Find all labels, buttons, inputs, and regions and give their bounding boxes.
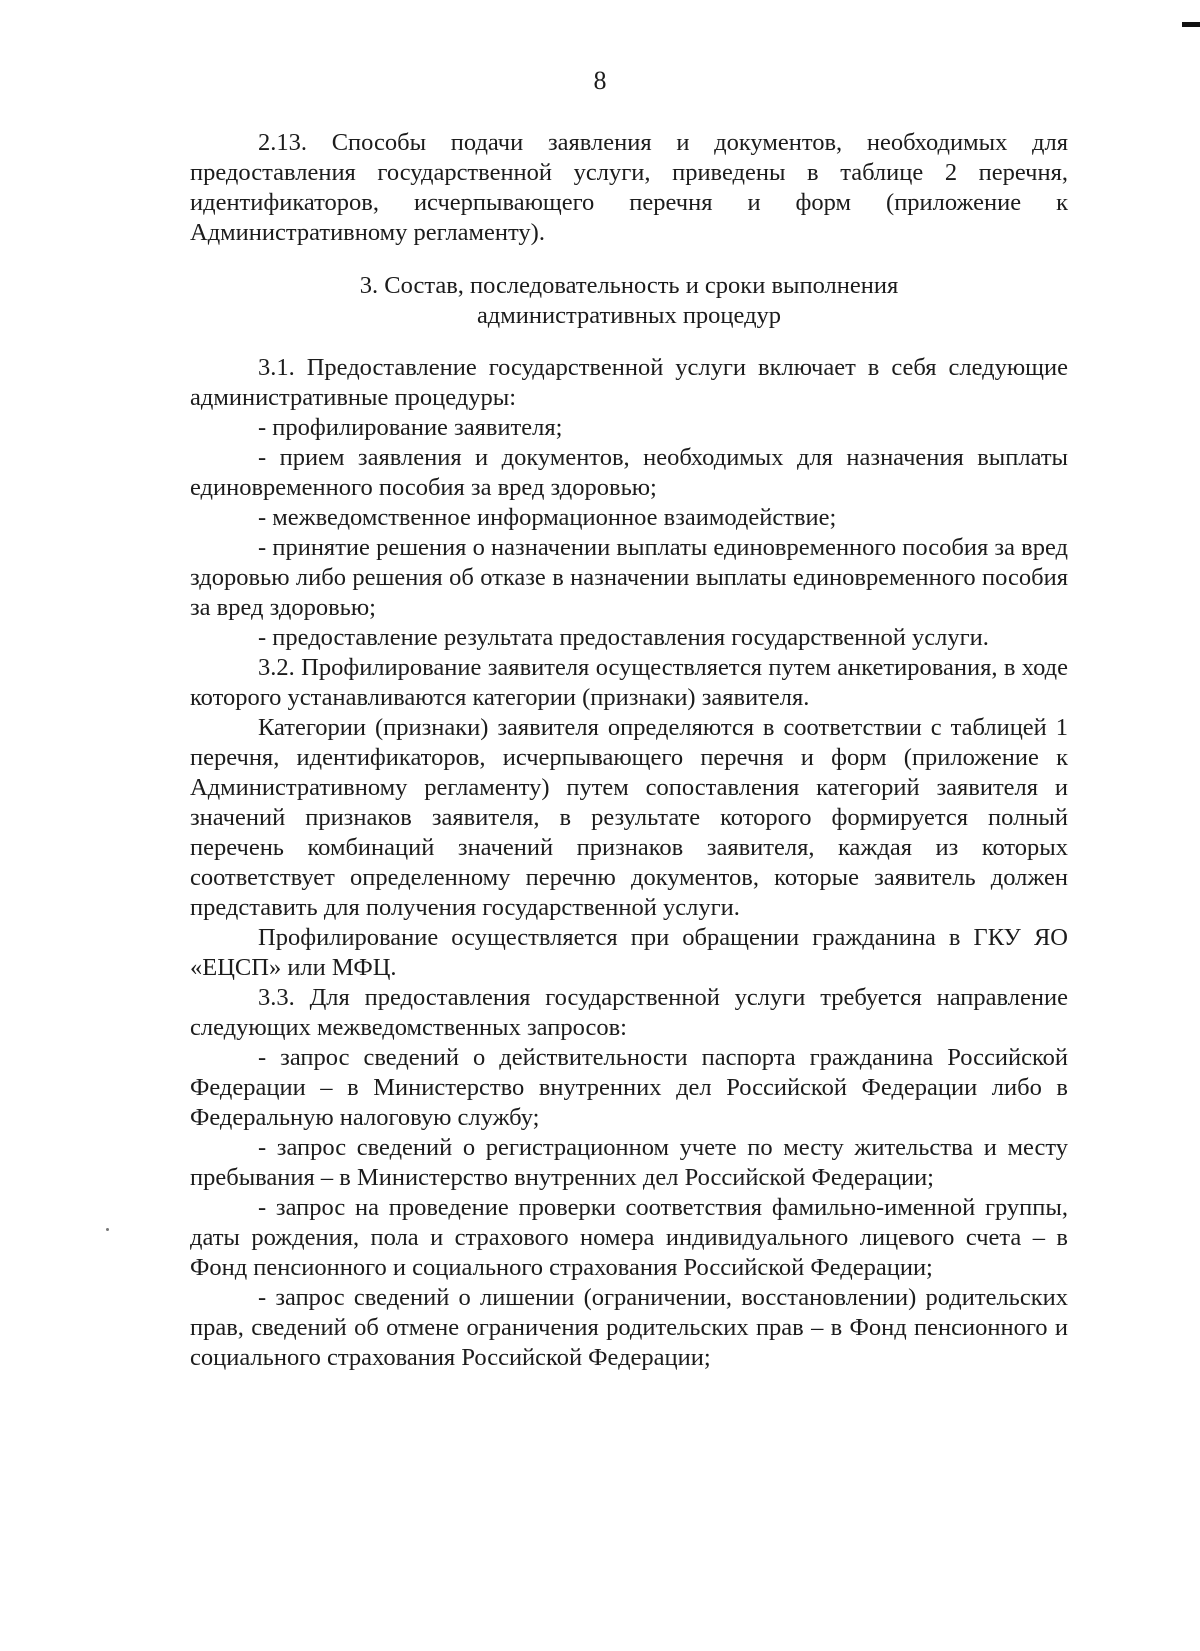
paragraph-3-2: 3.2. Профилирование заявителя осуществляется путем анкетирования, в ходе которого устанавливаются категории (признаки) заявителя. — [190, 654, 1068, 711]
scan-speck — [106, 1228, 109, 1231]
paragraph-3-3: 3.3. Для предоставления государственной услуги требуется направление следующих межведомственных запросов: — [190, 984, 1068, 1041]
paragraph-profiling-where: Профилирование осуществляется при обращении гражданина в ГКУ ЯО «ЕЦСП» или МФЦ. — [190, 924, 1068, 981]
section-heading-line-2: административных процедур — [476, 302, 782, 329]
list-item-interagency: - межведомственное информационное взаимодействие; — [258, 504, 837, 531]
section-heading — [190, 271, 1068, 331]
list-item-registration-request: - запрос сведений о регистрационном учете по месту жительства и месту пребывания – в Министерство внутренних дел Российской Федерации; — [190, 1134, 1068, 1191]
section-heading-line-1: 3. Состав, последовательность и сроки выполнения — [359, 272, 899, 299]
page-number: 8 — [593, 66, 607, 95]
paragraph-3-1: 3.1. Предоставление государственной услуги включает в себя следующие административные процедуры: — [190, 354, 1068, 411]
list-item-passport-request: - запрос сведений о действительности паспорта гражданина Российской Федерации – в Министерство внутренних дел Российской Федерации либо в Федеральную налоговую службу; — [190, 1044, 1068, 1131]
list-item-result: - предоставление результата предоставления государственной услуги. — [258, 624, 989, 651]
document-body — [190, 128, 1068, 1373]
list-item-decision: - принятие решения о назначении выплаты единовременного пособия за вред здоровью либо решения об отказе в назначении выплаты единовременного пособия за вред здоровью; — [190, 534, 1068, 621]
list-item-snils-request: - запрос на проведение проверки соответствия фамильно-именной группы, даты рождения, пола и страхового номера индивидуального лицевого счета – в Фонд пенсионного и социального страхования Российской Федерации; — [190, 1194, 1068, 1281]
paragraph-2-13: 2.13. Способы подачи заявления и документов, необходимых для предоставления государственной услуги, приведены в таблице 2 перечня, идентификаторов, исчерпывающего перечня и форм (приложение к Административному регламенту). — [190, 129, 1068, 246]
paragraph-categories: Категории (признаки) заявителя определяются в соответствии с таблицей 1 перечня, идентификаторов, исчерпывающего перечня и форм (приложение к Административному регламенту) путем сопоставления категорий заявителя и значений признаков заявителя, в результате которого формируется полный перечень комбинаций значений признаков заявителя, каждая из которых соответствует определенному перечню документов, которые заявитель должен представить для получения государственной услуги. — [190, 714, 1068, 921]
scan-corner-mark — [1182, 22, 1200, 27]
list-item-parental-rights-request: - запрос сведений о лишении (ограничении, восстановлении) родительских прав, сведений об отмене ограничения родительских прав – в Фонд пенсионного и социального страхования Российской Федерации; — [190, 1284, 1068, 1371]
list-item-reception: - прием заявления и документов, необходимых для назначения выплаты единовременного пособия за вред здоровью; — [190, 444, 1068, 501]
list-item-profiling: - профилирование заявителя; — [258, 414, 563, 441]
